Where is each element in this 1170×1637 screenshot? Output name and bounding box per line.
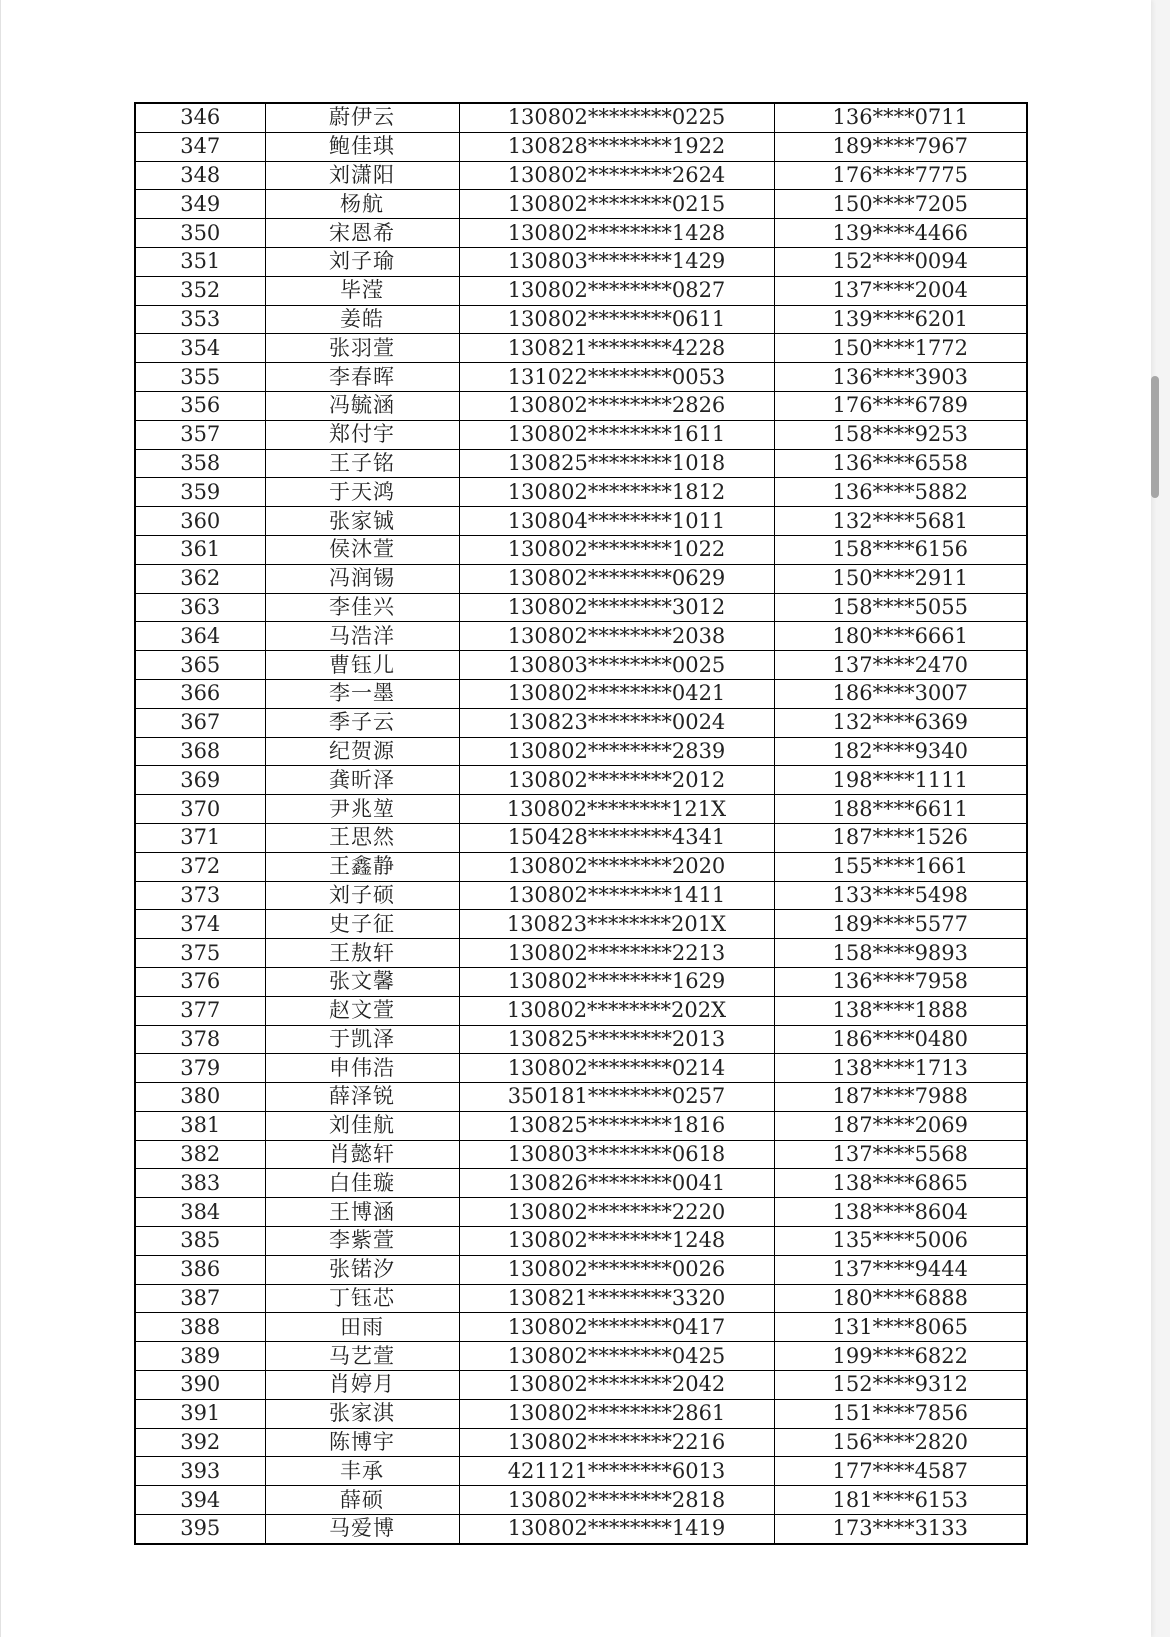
- name-cell: 赵文萱: [265, 996, 459, 1025]
- row-number-cell: 351: [135, 247, 265, 276]
- table-row: [135, 967, 1027, 996]
- id-number-cell: 130821********4228: [459, 334, 774, 363]
- row-number-cell: 382: [135, 1140, 265, 1169]
- row-number-cell: 362: [135, 564, 265, 593]
- phone-cell: 133****5498: [774, 881, 1027, 910]
- table-row: [135, 420, 1027, 449]
- table-row: [135, 478, 1027, 507]
- name-cell: 申伟浩: [265, 1054, 459, 1083]
- phone-cell: 189****7967: [774, 132, 1027, 161]
- table-row: [135, 305, 1027, 334]
- name-cell: 史子征: [265, 910, 459, 939]
- id-number-cell: 130802********2624: [459, 161, 774, 190]
- row-number-cell: 347: [135, 132, 265, 161]
- id-number-cell: 130803********1429: [459, 247, 774, 276]
- name-cell: 杨航: [265, 190, 459, 219]
- id-number-cell: 130802********0425: [459, 1342, 774, 1371]
- row-number-cell: 369: [135, 766, 265, 795]
- id-number-cell: 130802********2826: [459, 391, 774, 420]
- name-cell: 刘子硕: [265, 881, 459, 910]
- row-number-cell: 361: [135, 535, 265, 564]
- name-cell: 于凯泽: [265, 1025, 459, 1054]
- phone-cell: 131****8065: [774, 1313, 1027, 1342]
- phone-cell: 152****9312: [774, 1371, 1027, 1400]
- table-row: [135, 247, 1027, 276]
- table-row: [135, 1198, 1027, 1227]
- phone-cell: 187****7988: [774, 1083, 1027, 1112]
- table-row: [135, 1140, 1027, 1169]
- row-number-cell: 368: [135, 737, 265, 766]
- row-number-cell: 367: [135, 708, 265, 737]
- id-number-cell: 130802********0417: [459, 1313, 774, 1342]
- id-number-cell: 130802********2020: [459, 852, 774, 881]
- table-row: [135, 795, 1027, 824]
- name-cell: 王子铭: [265, 449, 459, 478]
- phone-cell: 182****9340: [774, 737, 1027, 766]
- name-cell: 王鑫静: [265, 852, 459, 881]
- name-cell: 侯沐萱: [265, 535, 459, 564]
- row-number-cell: 376: [135, 967, 265, 996]
- row-number-cell: 366: [135, 679, 265, 708]
- name-cell: 张家铖: [265, 507, 459, 536]
- row-number-cell: 395: [135, 1515, 265, 1544]
- phone-cell: 176****6789: [774, 391, 1027, 420]
- row-number-cell: 352: [135, 276, 265, 305]
- table-row: [135, 1054, 1027, 1083]
- row-number-cell: 393: [135, 1457, 265, 1486]
- id-number-cell: 130802********1419: [459, 1515, 774, 1544]
- table-row: [135, 219, 1027, 248]
- row-number-cell: 389: [135, 1342, 265, 1371]
- phone-cell: 158****9253: [774, 420, 1027, 449]
- id-number-cell: 130802********0214: [459, 1054, 774, 1083]
- name-cell: 张文馨: [265, 967, 459, 996]
- row-number-cell: 363: [135, 593, 265, 622]
- name-cell: 陈博宇: [265, 1428, 459, 1457]
- id-number-cell: 130802********0026: [459, 1255, 774, 1284]
- name-cell: 王思然: [265, 823, 459, 852]
- table-row: [135, 1342, 1027, 1371]
- row-number-cell: 350: [135, 219, 265, 248]
- id-number-cell: 131022********0053: [459, 363, 774, 392]
- table-row: [135, 564, 1027, 593]
- phone-cell: 151****7856: [774, 1399, 1027, 1428]
- row-number-cell: 346: [135, 103, 265, 132]
- id-number-cell: 130802********2038: [459, 622, 774, 651]
- table-row: [135, 391, 1027, 420]
- name-cell: 季子云: [265, 708, 459, 737]
- table-row: [135, 852, 1027, 881]
- row-number-cell: 388: [135, 1313, 265, 1342]
- row-number-cell: 364: [135, 622, 265, 651]
- table-row: [135, 1255, 1027, 1284]
- id-number-cell: 130802********2042: [459, 1371, 774, 1400]
- phone-cell: 150****1772: [774, 334, 1027, 363]
- phone-cell: 132****6369: [774, 708, 1027, 737]
- id-number-cell: 130802********202X: [459, 996, 774, 1025]
- phone-cell: 176****7775: [774, 161, 1027, 190]
- row-number-cell: 359: [135, 478, 265, 507]
- phone-cell: 158****9893: [774, 939, 1027, 968]
- id-number-cell: 350181********0257: [459, 1083, 774, 1112]
- table-row: [135, 737, 1027, 766]
- row-number-cell: 371: [135, 823, 265, 852]
- id-number-cell: 130826********0041: [459, 1169, 774, 1198]
- phone-cell: 180****6888: [774, 1284, 1027, 1313]
- row-number-cell: 356: [135, 391, 265, 420]
- phone-cell: 138****1713: [774, 1054, 1027, 1083]
- row-number-cell: 365: [135, 651, 265, 680]
- table-row: [135, 766, 1027, 795]
- name-cell: 毕滢: [265, 276, 459, 305]
- id-number-cell: 150428********4341: [459, 823, 774, 852]
- table-row: [135, 1457, 1027, 1486]
- row-number-cell: 377: [135, 996, 265, 1025]
- row-number-cell: 358: [135, 449, 265, 478]
- name-cell: 李一墨: [265, 679, 459, 708]
- row-number-cell: 381: [135, 1111, 265, 1140]
- phone-cell: 138****8604: [774, 1198, 1027, 1227]
- name-cell: 李佳兴: [265, 593, 459, 622]
- table-row: [135, 334, 1027, 363]
- name-cell: 姜皓: [265, 305, 459, 334]
- name-cell: 尹兆堃: [265, 795, 459, 824]
- name-cell: 冯润锡: [265, 564, 459, 593]
- phone-cell: 188****6611: [774, 795, 1027, 824]
- phone-cell: 177****4587: [774, 1457, 1027, 1486]
- table-row: [135, 1083, 1027, 1112]
- table-row: [135, 1486, 1027, 1515]
- phone-cell: 199****6822: [774, 1342, 1027, 1371]
- name-cell: 马爱博: [265, 1515, 459, 1544]
- id-number-cell: 130802********0629: [459, 564, 774, 593]
- phone-cell: 137****2004: [774, 276, 1027, 305]
- name-cell: 蔚伊云: [265, 103, 459, 132]
- id-number-cell: 130802********2839: [459, 737, 774, 766]
- row-number-cell: 386: [135, 1255, 265, 1284]
- phone-cell: 139****4466: [774, 219, 1027, 248]
- name-cell: 纪贺源: [265, 737, 459, 766]
- table-row: [135, 1111, 1027, 1140]
- table-row: [135, 679, 1027, 708]
- vertical-scrollbar-thumb[interactable]: [1151, 376, 1159, 498]
- phone-cell: 136****7958: [774, 967, 1027, 996]
- row-number-cell: 380: [135, 1083, 265, 1112]
- id-number-cell: 130823********201X: [459, 910, 774, 939]
- table-row: [135, 1284, 1027, 1313]
- row-number-cell: 392: [135, 1428, 265, 1457]
- phone-cell: 138****6865: [774, 1169, 1027, 1198]
- phone-cell: 137****2470: [774, 651, 1027, 680]
- id-number-cell: 130802********121X: [459, 795, 774, 824]
- id-number-cell: 130802********1611: [459, 420, 774, 449]
- id-number-cell: 130802********2220: [459, 1198, 774, 1227]
- id-number-cell: 130802********0421: [459, 679, 774, 708]
- row-number-cell: 354: [135, 334, 265, 363]
- id-number-cell: 130802********2213: [459, 939, 774, 968]
- name-cell: 薛硕: [265, 1486, 459, 1515]
- name-cell: 王敖轩: [265, 939, 459, 968]
- row-number-cell: 375: [135, 939, 265, 968]
- id-number-cell: 130825********1816: [459, 1111, 774, 1140]
- phone-cell: 137****5568: [774, 1140, 1027, 1169]
- name-cell: 肖婷月: [265, 1371, 459, 1400]
- id-number-cell: 130821********3320: [459, 1284, 774, 1313]
- id-number-cell: 130802********1248: [459, 1227, 774, 1256]
- row-number-cell: 348: [135, 161, 265, 190]
- table-row: [135, 1025, 1027, 1054]
- phone-cell: 189****5577: [774, 910, 1027, 939]
- name-cell: 李春晖: [265, 363, 459, 392]
- row-number-cell: 383: [135, 1169, 265, 1198]
- phone-cell: 136****5882: [774, 478, 1027, 507]
- row-number-cell: 357: [135, 420, 265, 449]
- name-cell: 王博涵: [265, 1198, 459, 1227]
- row-number-cell: 387: [135, 1284, 265, 1313]
- roster-table: [134, 102, 1028, 1545]
- row-number-cell: 385: [135, 1227, 265, 1256]
- phone-cell: 186****0480: [774, 1025, 1027, 1054]
- table-row: [135, 708, 1027, 737]
- phone-cell: 158****5055: [774, 593, 1027, 622]
- id-number-cell: 130802********1022: [459, 535, 774, 564]
- phone-cell: 173****3133: [774, 1515, 1027, 1544]
- phone-cell: 152****0094: [774, 247, 1027, 276]
- table-row: [135, 535, 1027, 564]
- id-number-cell: 130825********2013: [459, 1025, 774, 1054]
- row-number-cell: 360: [135, 507, 265, 536]
- table-row: [135, 996, 1027, 1025]
- id-number-cell: 130802********0215: [459, 190, 774, 219]
- phone-cell: 156****2820: [774, 1428, 1027, 1457]
- id-number-cell: 130802********2012: [459, 766, 774, 795]
- id-number-cell: 130825********1018: [459, 449, 774, 478]
- name-cell: 薛泽锐: [265, 1083, 459, 1112]
- name-cell: 李紫萱: [265, 1227, 459, 1256]
- phone-cell: 136****6558: [774, 449, 1027, 478]
- phone-cell: 139****6201: [774, 305, 1027, 334]
- table-row: [135, 276, 1027, 305]
- name-cell: 刘子瑜: [265, 247, 459, 276]
- row-number-cell: 390: [135, 1371, 265, 1400]
- name-cell: 刘佳航: [265, 1111, 459, 1140]
- table-row: [135, 939, 1027, 968]
- id-number-cell: 130802********1812: [459, 478, 774, 507]
- name-cell: 曹钰儿: [265, 651, 459, 680]
- id-number-cell: 130802********1428: [459, 219, 774, 248]
- id-number-cell: 130802********2861: [459, 1399, 774, 1428]
- row-number-cell: 355: [135, 363, 265, 392]
- id-number-cell: 130802********1411: [459, 881, 774, 910]
- name-cell: 丁钰芯: [265, 1284, 459, 1313]
- phone-cell: 155****1661: [774, 852, 1027, 881]
- phone-cell: 198****1111: [774, 766, 1027, 795]
- phone-cell: 132****5681: [774, 507, 1027, 536]
- table-row: [135, 449, 1027, 478]
- phone-cell: 136****3903: [774, 363, 1027, 392]
- name-cell: 冯毓涵: [265, 391, 459, 420]
- id-number-cell: 421121********6013: [459, 1457, 774, 1486]
- name-cell: 马艺萱: [265, 1342, 459, 1371]
- row-number-cell: 378: [135, 1025, 265, 1054]
- name-cell: 宋恩希: [265, 219, 459, 248]
- table-row: [135, 1371, 1027, 1400]
- table-row: [135, 1169, 1027, 1198]
- phone-cell: 181****6153: [774, 1486, 1027, 1515]
- row-number-cell: 349: [135, 190, 265, 219]
- phone-cell: 186****3007: [774, 679, 1027, 708]
- table-row: [135, 190, 1027, 219]
- table-row: [135, 651, 1027, 680]
- name-cell: 张羽萱: [265, 334, 459, 363]
- phone-cell: 180****6661: [774, 622, 1027, 651]
- phone-cell: 158****6156: [774, 535, 1027, 564]
- id-number-cell: 130802********2216: [459, 1428, 774, 1457]
- id-number-cell: 130802********0225: [459, 103, 774, 132]
- id-number-cell: 130828********1922: [459, 132, 774, 161]
- name-cell: 鲍佳琪: [265, 132, 459, 161]
- table-row: [135, 593, 1027, 622]
- table-row: [135, 363, 1027, 392]
- id-number-cell: 130823********0024: [459, 708, 774, 737]
- name-cell: 肖懿轩: [265, 1140, 459, 1169]
- name-cell: 白佳璇: [265, 1169, 459, 1198]
- name-cell: 郑付宇: [265, 420, 459, 449]
- phone-cell: 137****9444: [774, 1255, 1027, 1284]
- row-number-cell: 373: [135, 881, 265, 910]
- table-row: [135, 1227, 1027, 1256]
- name-cell: 刘潇阳: [265, 161, 459, 190]
- table-row: [135, 103, 1027, 132]
- row-number-cell: 374: [135, 910, 265, 939]
- table-row: [135, 507, 1027, 536]
- row-number-cell: 379: [135, 1054, 265, 1083]
- table-row: [135, 910, 1027, 939]
- id-number-cell: 130802********3012: [459, 593, 774, 622]
- row-number-cell: 394: [135, 1486, 265, 1515]
- table-row: [135, 622, 1027, 651]
- id-number-cell: 130802********0611: [459, 305, 774, 334]
- id-number-cell: 130803********0025: [459, 651, 774, 680]
- table-row: [135, 1399, 1027, 1428]
- table-row: [135, 1313, 1027, 1342]
- name-cell: 马浩洋: [265, 622, 459, 651]
- id-number-cell: 130803********0618: [459, 1140, 774, 1169]
- table-row: [135, 823, 1027, 852]
- table-row: [135, 161, 1027, 190]
- table-row: [135, 1515, 1027, 1544]
- phone-cell: 150****2911: [774, 564, 1027, 593]
- roster-table-body: [135, 103, 1027, 1544]
- row-number-cell: 370: [135, 795, 265, 824]
- phone-cell: 187****1526: [774, 823, 1027, 852]
- phone-cell: 136****0711: [774, 103, 1027, 132]
- phone-cell: 135****5006: [774, 1227, 1027, 1256]
- name-cell: 龚昕泽: [265, 766, 459, 795]
- name-cell: 于天鸿: [265, 478, 459, 507]
- name-cell: 张锘汐: [265, 1255, 459, 1284]
- name-cell: 田雨: [265, 1313, 459, 1342]
- table-row: [135, 881, 1027, 910]
- name-cell: 丰承: [265, 1457, 459, 1486]
- row-number-cell: 384: [135, 1198, 265, 1227]
- row-number-cell: 391: [135, 1399, 265, 1428]
- id-number-cell: 130802********0827: [459, 276, 774, 305]
- row-number-cell: 372: [135, 852, 265, 881]
- phone-cell: 150****7205: [774, 190, 1027, 219]
- id-number-cell: 130802********1629: [459, 967, 774, 996]
- table-row: [135, 1428, 1027, 1457]
- phone-cell: 187****2069: [774, 1111, 1027, 1140]
- row-number-cell: 353: [135, 305, 265, 334]
- table-row: [135, 132, 1027, 161]
- phone-cell: 138****1888: [774, 996, 1027, 1025]
- id-number-cell: 130804********1011: [459, 507, 774, 536]
- name-cell: 张家淇: [265, 1399, 459, 1428]
- id-number-cell: 130802********2818: [459, 1486, 774, 1515]
